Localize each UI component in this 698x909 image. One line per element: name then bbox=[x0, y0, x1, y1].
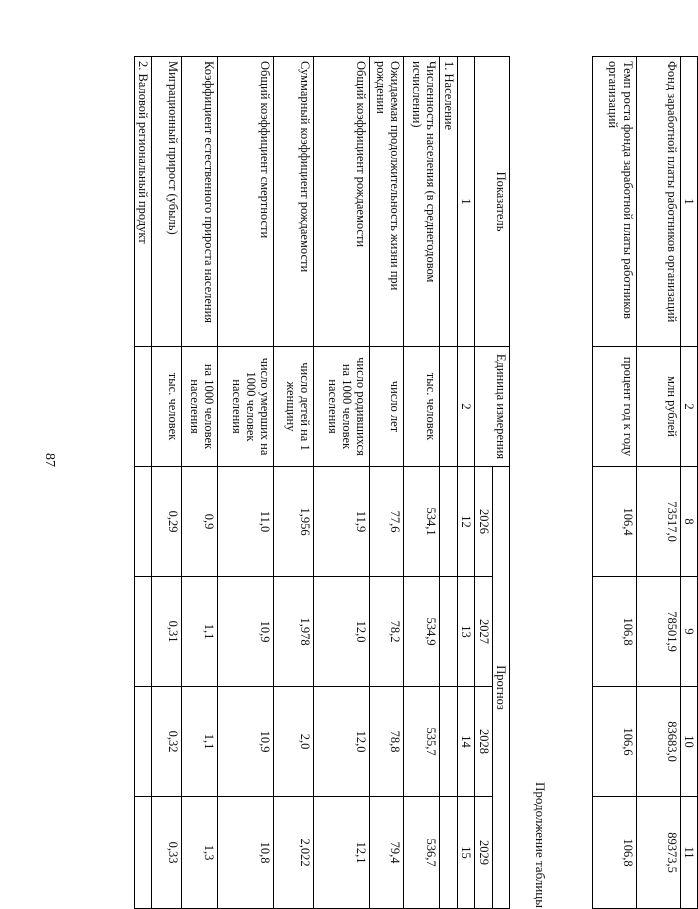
indicator-cell: Численность населения (в среднегодовом исчислении) bbox=[404, 57, 440, 347]
value-cell: 78501,9 bbox=[636, 577, 680, 687]
indicator-header: Показатель bbox=[475, 57, 510, 347]
value-cell: 11,0 bbox=[218, 467, 274, 577]
value-cell: 1,1 bbox=[182, 577, 218, 687]
value-cell: 78,8 bbox=[370, 687, 404, 797]
forecast-table bbox=[134, 56, 510, 909]
value-cell: 535,7 bbox=[404, 687, 440, 797]
rotated-page-content bbox=[136, 56, 698, 908]
column-number: 12 bbox=[457, 467, 474, 577]
table-header-row bbox=[492, 57, 509, 909]
value-cell: 0,9 bbox=[182, 467, 218, 577]
header-cell: 9 bbox=[680, 577, 697, 687]
value-cell: 10,8 bbox=[218, 797, 274, 909]
section-title: 1. Население bbox=[440, 57, 457, 347]
table-row bbox=[636, 57, 680, 909]
indicator-cell: Коэффициент естественного прироста населения bbox=[182, 57, 218, 347]
value-cell: 106,8 bbox=[592, 577, 636, 687]
value-cell: 1,1 bbox=[182, 687, 218, 797]
unit-cell: тыс. человек bbox=[152, 347, 182, 467]
value-cell: 0,32 bbox=[152, 687, 182, 797]
year-header: 2029 bbox=[475, 797, 492, 909]
column-number-row bbox=[457, 57, 474, 909]
value-cell: 10,9 bbox=[218, 687, 274, 797]
value-cell: 12,0 bbox=[314, 577, 370, 687]
indicator-cell: Фонд заработной платы работников организаций bbox=[636, 57, 680, 347]
section-row bbox=[440, 57, 457, 909]
header-cell: 10 bbox=[680, 687, 697, 797]
page-number: 87 bbox=[42, 453, 57, 467]
value-cell: 10,9 bbox=[218, 577, 274, 687]
column-number: 14 bbox=[457, 687, 474, 797]
table-header-row bbox=[680, 57, 697, 909]
indicator-cell: Общий коэффициент рождаемости bbox=[314, 57, 370, 347]
value-cell: 12,1 bbox=[314, 797, 370, 909]
section-row bbox=[135, 57, 152, 909]
unit-cell: процент год к году bbox=[592, 347, 636, 467]
year-header: 2028 bbox=[475, 687, 492, 797]
table-row bbox=[274, 57, 314, 909]
forecast-header: Прогноз bbox=[492, 467, 509, 909]
table-row bbox=[404, 57, 440, 909]
indicator-cell: Общий коэффициент смертности bbox=[218, 57, 274, 347]
column-number: 15 bbox=[457, 797, 474, 909]
value-cell: 83683,0 bbox=[636, 687, 680, 797]
table-row bbox=[182, 57, 218, 909]
value-cell: 1,956 bbox=[274, 467, 314, 577]
table-row bbox=[592, 57, 636, 909]
wage-fund-table bbox=[592, 56, 698, 909]
section-title: 2. Валовой региональный продукт bbox=[135, 57, 152, 347]
unit-cell: число лет bbox=[370, 347, 404, 467]
header-cell: 1 bbox=[680, 57, 697, 347]
header-cell: 2 bbox=[680, 347, 697, 467]
value-cell: 1,3 bbox=[182, 797, 218, 909]
value-cell: 106,6 bbox=[592, 687, 636, 797]
indicator-cell: Темп роста фонда заработной платы работников организаций bbox=[592, 57, 636, 347]
year-header: 2026 bbox=[475, 467, 492, 577]
year-header: 2027 bbox=[475, 577, 492, 687]
column-number: 2 bbox=[457, 347, 474, 467]
unit-cell: млн рублей bbox=[636, 347, 680, 467]
value-cell: 2,0 bbox=[274, 687, 314, 797]
value-cell: 77,6 bbox=[370, 467, 404, 577]
value-cell: 89373,5 bbox=[636, 797, 680, 909]
continuation-label: Продолжение таблицы bbox=[533, 782, 548, 908]
unit-cell: число родившихся на 1000 человек населения bbox=[314, 347, 370, 467]
unit-header: Единица измерения bbox=[475, 347, 510, 467]
value-cell: 2,022 bbox=[274, 797, 314, 909]
column-number: 13 bbox=[457, 577, 474, 687]
value-cell: 0,31 bbox=[152, 577, 182, 687]
unit-cell: число умерших на 1000 человек населения bbox=[218, 347, 274, 467]
value-cell: 0,33 bbox=[152, 797, 182, 909]
value-cell: 536,7 bbox=[404, 797, 440, 909]
table-row bbox=[152, 57, 182, 909]
value-cell: 73517,0 bbox=[636, 467, 680, 577]
value-cell: 534,9 bbox=[404, 577, 440, 687]
indicator-cell: Миграционный прирост (убыль) bbox=[152, 57, 182, 347]
table-row bbox=[370, 57, 404, 909]
value-cell: 106,4 bbox=[592, 467, 636, 577]
value-cell: 79,4 bbox=[370, 797, 404, 909]
indicator-cell: Ожидаемая продолжительность жизни при рождении bbox=[370, 57, 404, 347]
value-cell: 534,1 bbox=[404, 467, 440, 577]
unit-cell: тыс. человек bbox=[404, 347, 440, 467]
value-cell: 78,2 bbox=[370, 577, 404, 687]
value-cell: 11,9 bbox=[314, 467, 370, 577]
unit-cell: число детей на 1 женщину bbox=[274, 347, 314, 467]
value-cell: 1,978 bbox=[274, 577, 314, 687]
table-row bbox=[314, 57, 370, 909]
value-cell: 0,29 bbox=[152, 467, 182, 577]
header-cell: 8 bbox=[680, 467, 697, 577]
value-cell: 12,0 bbox=[314, 687, 370, 797]
table-row bbox=[218, 57, 274, 909]
unit-cell: на 1000 человек населения bbox=[182, 347, 218, 467]
column-number: 1 bbox=[457, 57, 474, 347]
header-cell: 11 bbox=[680, 797, 697, 909]
value-cell: 106,8 bbox=[592, 797, 636, 909]
indicator-cell: Суммарный коэффициент рождаемости bbox=[274, 57, 314, 347]
